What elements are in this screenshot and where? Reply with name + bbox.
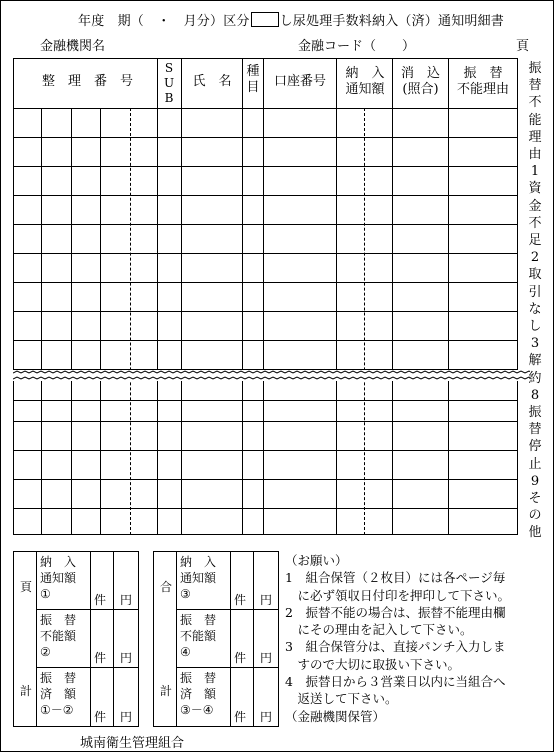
col-header-shumoku: 種 目 xyxy=(246,64,260,95)
grid-row-line xyxy=(13,108,518,109)
page-title xyxy=(78,10,504,29)
left-count-unit-1: 件 xyxy=(94,593,107,607)
kubun-input-box[interactable] xyxy=(251,12,279,27)
notes-footer: （金融機関保管） xyxy=(285,708,386,724)
grid-row-line xyxy=(13,340,518,341)
right-amount-unit-3: 円 xyxy=(260,710,273,724)
note-line: 1 組合保管（２枚目）には各ページ毎 xyxy=(285,570,506,586)
grand-side-label: 合 xyxy=(160,580,173,594)
grid-row-line xyxy=(13,508,518,509)
grid-column-line xyxy=(100,108,101,535)
grid-column-line xyxy=(448,58,449,535)
note-line: 2 振替不能の場合は、振替不能理由欄 xyxy=(285,604,506,620)
note-line: 4 振替日から３営業日以内に当組合へ xyxy=(285,674,506,690)
note-line: にその理由を記入して下さい。 xyxy=(285,622,473,638)
right-amount-unit-2: 円 xyxy=(260,651,273,665)
right-funou-label: 振 替 不能額 ④ xyxy=(180,613,217,659)
bank-code-label: 金融コード（ ） xyxy=(298,39,416,54)
right-amount-unit-1: 円 xyxy=(260,593,273,607)
grid-row-line xyxy=(13,137,518,138)
left-amount-unit-2: 円 xyxy=(120,651,133,665)
grid-row-line xyxy=(13,450,518,451)
grid-column-line xyxy=(181,58,182,535)
left-amount-unit-1: 円 xyxy=(120,593,133,607)
grid-row-line xyxy=(13,421,518,422)
left-nonyu-label: 納 入 通知額 ① xyxy=(40,555,77,601)
col-header-koza-bango: 口座番号 xyxy=(273,74,326,89)
left-count-unit-3: 件 xyxy=(94,710,107,724)
left-count-unit-2: 件 xyxy=(94,651,107,665)
wavy-break-line xyxy=(13,377,530,379)
col-header-sub: S U B xyxy=(163,61,175,105)
col-header-keshikomi: 消 込 (照合) xyxy=(400,66,440,97)
right-sumi-label: 振 替 済 額 ③－④ xyxy=(180,671,217,717)
wavy-break-line xyxy=(13,371,530,373)
grid-column-line xyxy=(392,58,393,535)
right-count-unit-2: 件 xyxy=(234,651,247,665)
bank-name-label: 金融機関名 xyxy=(40,39,106,54)
note-line: 返送して下さい。 xyxy=(285,691,398,707)
page-label: 頁 xyxy=(516,39,530,54)
note-line: すので大切に取扱い下さい。 xyxy=(285,656,461,672)
col-header-nonyu-tsuchigaku: 納 入 通知額 xyxy=(345,66,385,97)
grid-column-line xyxy=(41,108,42,535)
funou-reason-legend: 振替不能理由1資金不足2取引なし3解約8振替停止9その他 xyxy=(528,61,542,541)
left-sumi-label: 振 替 済 額 ①－② xyxy=(40,671,77,717)
notes-heading: （お願い） xyxy=(285,553,348,568)
grid-row-line xyxy=(13,311,518,312)
detail-table xyxy=(13,58,518,535)
grid-row-line xyxy=(13,253,518,254)
col-header-seiri-bango: 整 理 番 号 xyxy=(41,74,133,89)
right-count-unit-1: 件 xyxy=(234,593,247,607)
right-nonyu-label: 納 入 通知額 ③ xyxy=(180,555,217,601)
title-prefix: 年度 期（ ・ 月分）区分 xyxy=(78,14,250,29)
organization-name: 城南衛生管理組合 xyxy=(80,736,185,751)
note-line: に必ず領収日付印を押印して下さい。 xyxy=(285,587,511,603)
grid-row-line xyxy=(13,166,518,167)
grid-column-line xyxy=(71,108,72,535)
col-header-furikae-funou-riyu: 振 替 不能理由 xyxy=(456,66,509,97)
notes-block xyxy=(285,552,510,725)
grid-row-line xyxy=(13,479,518,480)
wavy-break-lines xyxy=(13,370,530,381)
grid-column-line xyxy=(130,108,131,535)
page-side-label: 頁 xyxy=(20,580,33,594)
title-suffix: し尿処理手数料納入（済）通知明細書 xyxy=(279,14,505,29)
grid-row-line xyxy=(13,400,518,401)
grid-row-line xyxy=(13,282,518,283)
grid-column-line xyxy=(364,108,365,535)
grid-column-line xyxy=(336,58,337,535)
col-header-shimei: 氏 名 xyxy=(192,74,232,89)
grand-side-total-label: 計 xyxy=(160,684,173,698)
note-line: 3 組合保管分は、直接パンチ入力しま xyxy=(285,639,506,655)
page-side-total-label: 計 xyxy=(20,684,33,698)
grid-column-line xyxy=(242,58,243,535)
right-count-unit-3: 件 xyxy=(234,710,247,724)
grid-column-line xyxy=(157,58,158,535)
grid-row-line xyxy=(13,224,518,225)
grid-row-line xyxy=(13,195,518,196)
left-funou-label: 振 替 不能額 ② xyxy=(40,613,77,659)
grid-column-line xyxy=(263,58,264,535)
left-amount-unit-3: 円 xyxy=(120,710,133,724)
